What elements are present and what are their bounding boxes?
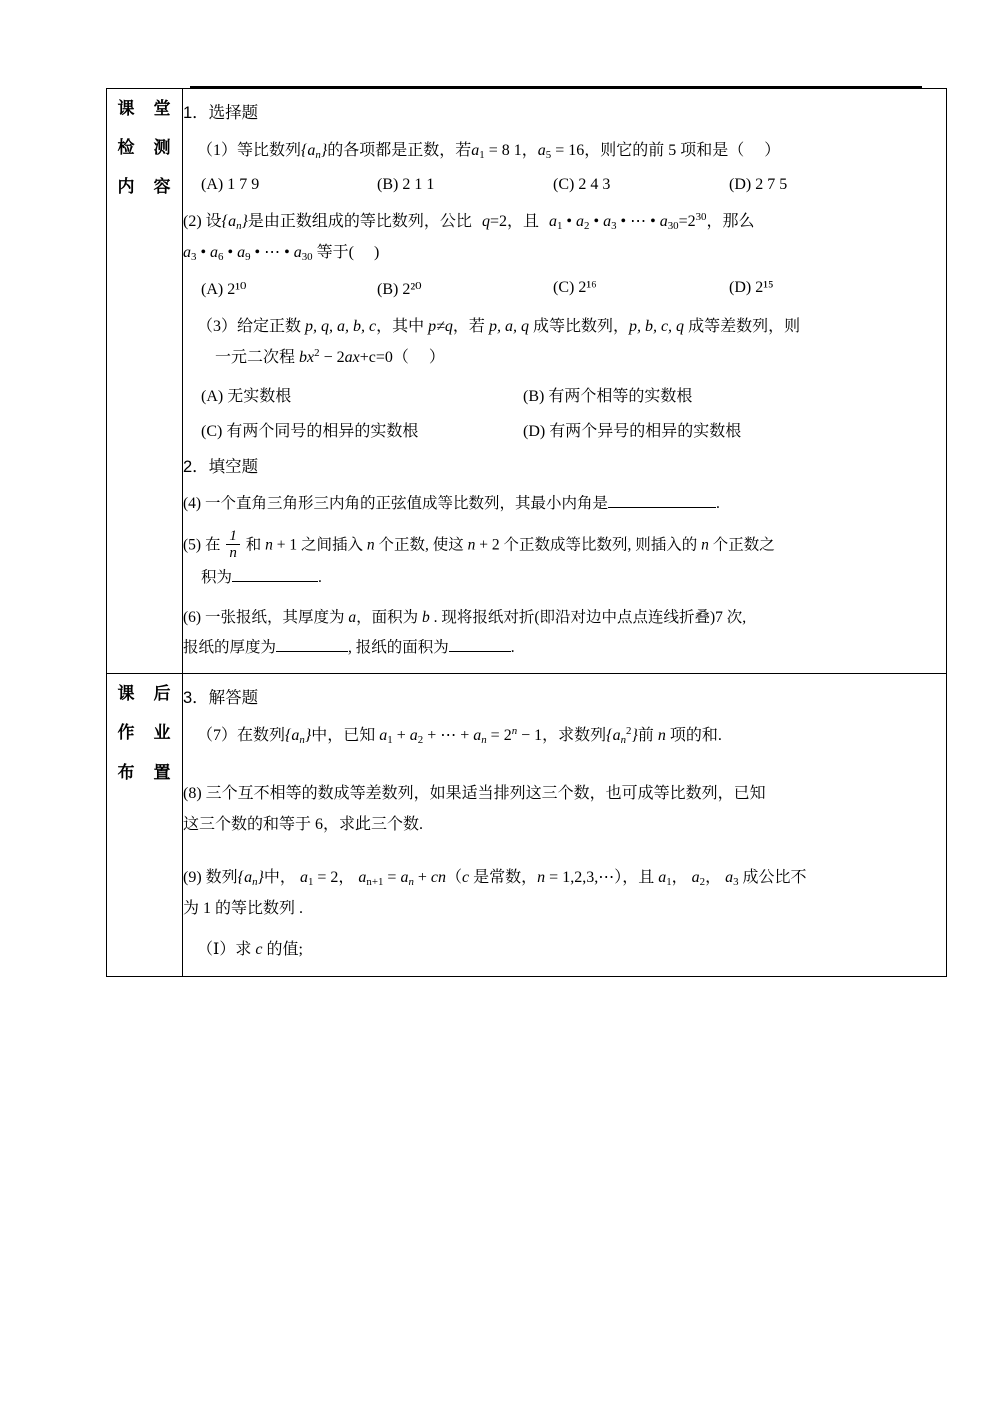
question-6: (6) 一张报纸，其厚度为 a，面积为 b . 现将报纸对折(即沿对边中点点连线折叠)7 次, 报纸的厚度为 , 报纸的面积为 . xyxy=(183,608,747,657)
classroom-content xyxy=(183,89,947,674)
option-1-a[interactable]: (A) 1 7 9 xyxy=(201,176,260,194)
option-1-c[interactable]: (C) 2 4 3 xyxy=(553,176,611,194)
fraction-1-over-n xyxy=(226,528,240,561)
question-1-options xyxy=(183,176,946,194)
question-3-options-row1 xyxy=(183,383,946,406)
question-7: （7）在数列$\{a_n\}$中，已知 $a_1 + a_2$ + ⋯ + $a_n = 2^n - 1$，求数列$\{a_n^2\}$前 n 项的和. xyxy=(197,725,722,747)
option-3-d[interactable]: (D) 有两个异号的相异的实数根 xyxy=(523,423,742,441)
section3-title: 3．解答题 xyxy=(183,689,259,708)
label-line-1: 课 堂 xyxy=(117,99,172,118)
label-hw-line-2: 作 业 xyxy=(117,723,172,743)
question-5-prefix: (5) 在 xyxy=(183,536,221,554)
fraction-denominator: n xyxy=(226,544,240,561)
answer-blank-6b[interactable] xyxy=(449,651,511,652)
option-1-b[interactable]: (B) 2 1 1 xyxy=(377,176,435,194)
label-homework xyxy=(107,674,183,976)
option-2-c[interactable]: (C) 2¹⁶ xyxy=(553,278,597,296)
label-line-2: 检 测 xyxy=(117,138,172,158)
label-hw-line-1: 课 后 xyxy=(117,684,172,704)
section2-title: 2．填空题 xyxy=(183,458,259,477)
option-1-d[interactable]: (D) 2 7 5 xyxy=(729,176,788,194)
label-classroom-check xyxy=(107,89,183,674)
section1-title: 1．选择题 xyxy=(183,104,259,122)
question-2: (2) 设$\{a_n\}$是由正数组成的等比数列，公比 q=2，且 $a_1$ • $a_2$ • $a_3$ • ⋯ • $a_{30}=2^{30}$，那么 $a_3$ • $a_6$ • $a_9$ • ⋯ • $a_{30}$ 等于( ) xyxy=(183,211,755,264)
option-3-a[interactable]: (A) 无实数根 xyxy=(201,388,292,406)
label-line-3: 内 容 xyxy=(117,177,172,197)
label-hw-line-3: 布 置 xyxy=(117,762,172,782)
question-3-options-row2 xyxy=(183,418,946,441)
question-4-text: (4) 一个直角三角形三内角的正弦值成等比数列，其最小内角是 xyxy=(183,495,608,513)
answer-blank-5[interactable] xyxy=(232,581,318,582)
fraction-numerator: 1 xyxy=(229,528,237,545)
question-4-end: . xyxy=(715,495,720,513)
option-3-b[interactable]: (B) 有两个相等的实数根 xyxy=(523,388,693,406)
option-2-b[interactable]: (B) 2²⁰ xyxy=(377,280,422,298)
question-9: (9) 数列$\{a_n\}$中， $a_1 = 2$， $a_{n+1} = a_n + cn(c$ 是常数，n = 1,2,3,⋯），且 $a_1$， $a_2$， $a_3$ 成公比不 为 1 的等比数列 . xyxy=(183,868,807,918)
lesson-table xyxy=(106,88,947,977)
question-5-end: . xyxy=(318,568,322,586)
question-1: （1）等比数列$\{a_n\}$的各项都是正数，若$a_1 = 8$ 1，$a_5 = 16$，则它的前 5 项和是（ ） xyxy=(197,142,781,162)
question-8: (8) 三个互不相等的数成等差数列，如果适当排列这三个数，也可成等比数列，已知 这三个数的和等于 6，求此三个数. xyxy=(183,784,766,833)
question-4 xyxy=(183,489,946,519)
table-row-homework xyxy=(107,674,947,976)
question-5: (5) 在 $\frac{1}{n}$ 和 n + 1 之间插入 n 个正数, 使这 n + 2 个正数成等比数列, 则插入的 n 个正数之 积为 . xyxy=(183,528,775,586)
question-9-part-1: （Ⅰ）求 c 的值; xyxy=(197,941,303,959)
answer-blank-4[interactable] xyxy=(608,507,716,508)
option-2-d[interactable]: (D) 2¹⁵ xyxy=(729,278,774,296)
option-2-a[interactable]: (A) 2¹⁰ xyxy=(201,280,247,298)
homework-content xyxy=(183,674,947,976)
option-3-c[interactable]: (C) 有两个同号的相异的实数根 xyxy=(201,423,419,441)
question-3: （3）给定正数 p, q, a, b, c，其中 p≠q，若 p, a, q 成等比数列，p, b, c, q 成等差数列，则 一元二次程 $bx^2 - 2ax+c=0$（ ） xyxy=(197,317,801,366)
answer-blank-6a[interactable] xyxy=(276,651,348,652)
table-row-classroom xyxy=(107,89,947,674)
question-5-body: 和 n + 1 之间插入 n 个正数, 使这 n + 2 个正数成等比数列, 则插入的 n 个正数之 xyxy=(245,536,775,554)
question-2-options xyxy=(183,279,946,299)
